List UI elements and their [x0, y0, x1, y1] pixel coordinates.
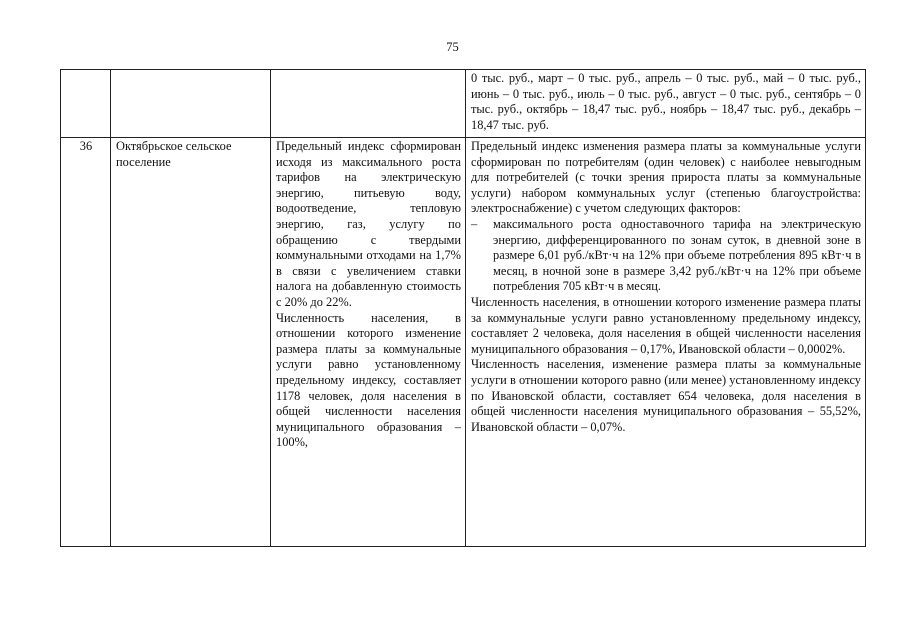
description-paragraph: Численность населения, изменение размера платы за коммунальные услуги в отношении которого равно (или менее) установленному индексу по Ивановской области, составляет 654 человека, доля населения в общей численности населения муниципального образования – 55,52%, Ивановской области – 0,07%.	[471, 357, 861, 434]
description-paragraph: 0 тыс. руб., март – 0 тыс. руб., апрель – 0 тыс. руб., май – 0 тыс. руб., июнь – 0 тыс. руб., июль – 0 тыс. руб., август – 0 тыс. руб., сентябрь – 0 тыс. руб., октябрь – 18,47 тыс. руб., ноябрь – 18,47 тыс. руб., декабрь – 18,47 тыс. руб.	[471, 71, 861, 132]
reason-cell	[271, 138, 466, 547]
reason-paragraph: Предельный индекс сформирован исходя из максимального роста тарифов на электрическую энергию, питьевую воду, водоотведение, тепловую энергию, газ, услугу по обращению с твердыми коммунальными отходами на 1,7% в связи с увеличением ставки налога на добавленную стоимость с 20% до 22%.	[276, 139, 461, 309]
municipality-cell: Октябрьское сельское поселение	[111, 138, 271, 547]
tariff-table	[60, 69, 866, 547]
factor-list-item	[471, 217, 861, 295]
reason-cell	[271, 70, 466, 138]
page-number: 75	[446, 40, 459, 54]
factor-text: максимального роста одноставочного тарифа на электрическую энергию, дифференцированного по зонам суток, в дневной зоне в размере 6,01 руб./кВт·ч на 12% при объеме потребления 895 кВт·ч в месяц, в ночной зоне в размере 3,42 руб./кВт·ч на 12% при объеме потребления 705 кВт·ч в месяц.	[493, 216, 861, 294]
description-intro: Предельный индекс изменения размера платы за коммунальные услуги сформирован по потребителям (один человек) с наиболее невыгодным для потребителей (с точки зрения прироста платы за коммунальные услуги) набором коммунальных услуг (степенью благоустройства: электроснабжение) с учетом следующих факторов:	[471, 139, 861, 216]
row-number-cell	[61, 70, 111, 138]
description-cell	[466, 138, 866, 547]
description-cell	[466, 70, 866, 138]
description-paragraph: Численность населения, в отношении которого изменение размера платы за коммунальные услуги равно установленному предельному индексу, составляет 2 человека, доля населения в общей численности населения муниципального образования – 0,17%, Ивановской области – 0,0002%.	[471, 294, 861, 356]
table-row	[61, 70, 866, 138]
row-number-cell: 36	[61, 138, 111, 547]
list-dash: –	[471, 216, 478, 231]
municipality-cell	[111, 70, 271, 138]
table-row	[61, 138, 866, 547]
reason-paragraph: Численность населения, в отношении которого изменение размера платы за коммунальные услуги равно установленному предельному индексу, составляет 1178 человек, доля населения в общей численности населения муниципального образования – 100%,	[276, 310, 461, 450]
